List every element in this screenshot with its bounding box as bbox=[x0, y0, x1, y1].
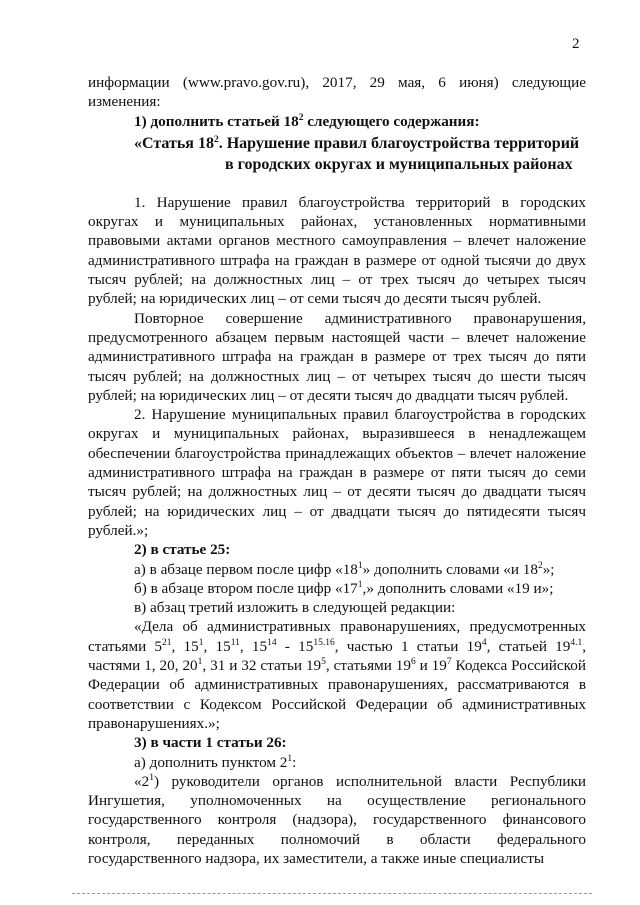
item-2a: а) в абзаце первом после цифр «$18^1$» дополнить словами «и $18^2$»; bbox=[134, 560, 555, 578]
page-number: 2 bbox=[572, 36, 580, 52]
paragraph-repeat: Повторное совершение административного правонарушения, предусмотренного абзацем первым настоящей части – влечет наложение административного штрафа на граждан в размере от трех тысяч до пяти тысяч рублей; на должностных лиц – от четырех тысяч до шести тысяч рублей; на юридических лиц – от десяти тысяч до двадцати тысяч рублей. bbox=[88, 309, 586, 404]
intro-line: информации (www.pravo.gov.ru), 2017, 29 мая, 6 июня) следующие изменения: bbox=[88, 74, 586, 111]
article-title bbox=[88, 133, 586, 175]
item-3b: «$2^1$) руководители органов исполнительной власти Республики Ингушетия, уполномоченных на осуществление регионального государственного контроля (надзора), государственного финансового контроля, переданных полномочий в области федерального государственного надзора, их заместители, а также иные специалисты bbox=[88, 772, 586, 867]
item-2b: б) в абзаце втором после цифр «$17^1$,» дополнить словами «19 и»; bbox=[134, 579, 554, 597]
paragraph-part-1: 1. Нарушение правил благоустройства территорий в городских округах и муниципальных районах, установленных нормативными правовыми актами органов местного самоуправления – влечет наложение административного штрафа на граждан в размере от одной тысячи до двух тысяч рублей; на должностных лиц – от трех тысяч до четырех тысяч рублей; на юридических лиц – от семи тысяч до десяти тысяч рублей. bbox=[88, 193, 586, 308]
item-3a: а) дополнить пунктом $2^1$: bbox=[134, 753, 297, 771]
item-3: 3) в части 1 статьи 26: bbox=[134, 734, 287, 752]
paragraph-part-2: 2. Нарушение муниципальных правил благоустройства в городских округах и муниципальных районах, выразившееся в ненадлежащем обеспечении благоустройства принадлежащих объектов – влечет наложение административного штрафа на граждан в размере от пяти тысяч до семи тысяч рублей; на должностных лиц – от десяти тысяч до двадцати тысяч рублей; на юридических лиц – от двадцати тысяч до пятидесяти тысяч рублей.»; bbox=[88, 406, 586, 539]
item-1: 1) дополнить статьей $18^2$ следующего содержания: bbox=[134, 112, 480, 130]
document-body bbox=[88, 73, 586, 868]
scan-edge-rule bbox=[72, 893, 592, 894]
quote-paragraph: «Дела об административных правонарушениях, предусмотренных статьями $5^{21}$, $15^1$, $15^{11}$, $15^{14} - 15^{15.16}$, частью 1 статьи $19^4$, статьей $19^{4.1}$, частями 1, 20, $20^1$, 31 и 32 статьи $19^5$, статьями $19^6$ и $19^7$ Кодекса Российской Федерации об административных правонарушениях, рассматриваются в соответствии с Кодексом Российской Федерации об административных правонарушениях.»; bbox=[88, 618, 587, 732]
article-title-line-2: в городских округах и муниципальных районах bbox=[225, 155, 573, 173]
article-title-line-1: «Статья $18^2$. Нарушение правил благоустройства территорий bbox=[134, 134, 580, 152]
item-2: 2) в статье 25: bbox=[134, 541, 231, 559]
item-2c: в) абзац третий изложить в следующей редакции: bbox=[134, 599, 456, 617]
